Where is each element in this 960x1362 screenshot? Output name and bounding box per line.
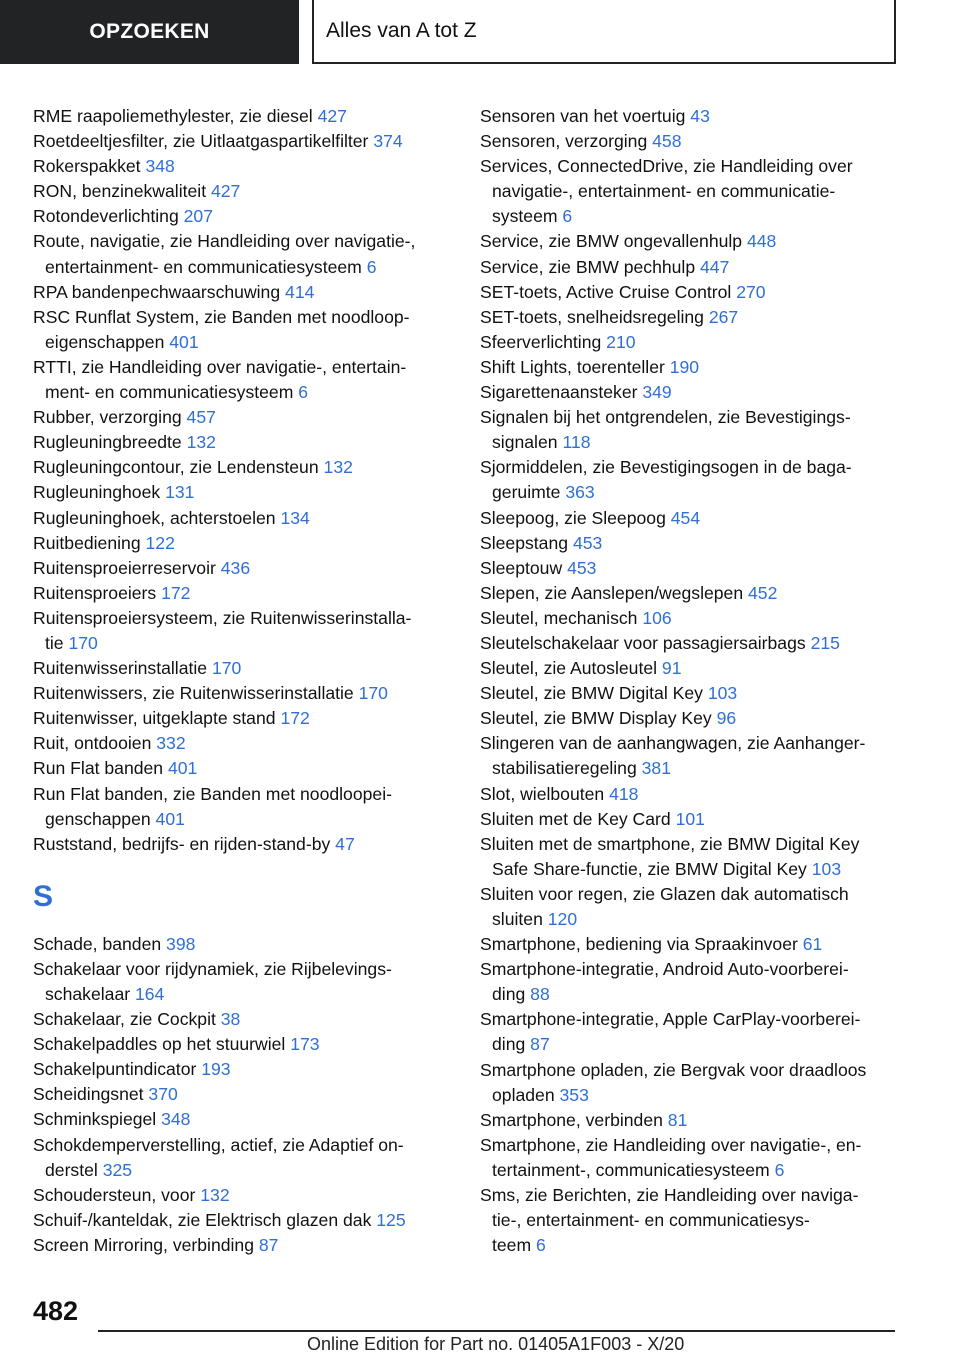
index-entry [33, 104, 453, 129]
index-entry-text: Sigarettenaansteker [480, 382, 643, 403]
index-entry-text: Smartphone, verbinden [480, 1109, 668, 1130]
index-entry [33, 204, 453, 229]
index-entry-text: stabilisatieregeling [492, 758, 642, 779]
page-reference-link[interactable]: 6 [298, 382, 309, 403]
index-entry-text: Rubber, verzorging [33, 407, 187, 428]
index-entry-text: entertainment- en communicatiesysteem [45, 256, 367, 277]
index-entry-text: ment- en communicatiesysteem [45, 382, 299, 403]
index-entry-text: Sluiten voor regen, zie Glazen dak automatisch [480, 883, 849, 904]
index-entry-text: Schakelaar voor rijdynamiek, zie Rijbelevings‐ [33, 958, 392, 979]
index-entry [33, 229, 453, 279]
index-entry-text: Safe Share-functie, zie BMW Digital Key [492, 858, 812, 879]
index-entry [33, 1032, 453, 1057]
page-reference-link[interactable]: 270 [736, 281, 766, 302]
footer-edition-text: Online Edition for Part no. 01405A1F003 - X/20 [307, 1334, 685, 1354]
index-entry [33, 606, 453, 656]
footer-divider [98, 1330, 895, 1332]
index-entry [33, 1133, 453, 1183]
page-reference-link[interactable]: 353 [559, 1084, 589, 1105]
page-reference-link[interactable]: 401 [167, 758, 198, 779]
page-reference-link[interactable]: 414 [285, 281, 315, 302]
page-reference-link[interactable]: 172 [280, 708, 310, 729]
index-entry-text: eigenschappen [45, 331, 170, 352]
index-entry-text: Rokerspakket [33, 156, 146, 177]
page-reference-link[interactable]: 267 [708, 306, 739, 327]
index-entry [480, 455, 920, 505]
page-reference-link[interactable]: 453 [572, 532, 603, 553]
index-entry-text: Scheidingsnet [33, 1084, 149, 1105]
page-reference-link[interactable]: 132 [200, 1184, 230, 1205]
index-entry-text: Rugleuninghoek, achterstoelen [33, 507, 281, 528]
page-reference-link[interactable]: 398 [166, 933, 196, 954]
index-entry-text: Schminkspiegel [33, 1109, 162, 1130]
page-reference-link[interactable]: 448 [746, 231, 777, 252]
index-entry-text: tertainment-, communicatiesysteem [492, 1159, 775, 1180]
index-entry [480, 405, 920, 455]
index-entry [33, 305, 453, 355]
index-entry-text: Roetdeeltjesfilter, zie Uitlaatgaspartikelfilter [33, 131, 374, 152]
page-reference-link[interactable]: 96 [716, 708, 737, 729]
index-entry [480, 380, 920, 405]
index-column-left [33, 104, 453, 1258]
page-reference-link[interactable]: 61 [802, 934, 823, 955]
page-reference-link[interactable]: 332 [156, 733, 186, 754]
index-entry [480, 1133, 920, 1183]
index-entry [33, 1057, 453, 1082]
page-reference-link[interactable]: 120 [547, 909, 578, 929]
page-reference-link[interactable]: 401 [169, 331, 199, 352]
page-reference-link[interactable]: 348 [145, 156, 175, 177]
index-entry-text: Sluiten met de smartphone, zie BMW Digital Key [480, 833, 860, 854]
page-reference-link[interactable]: 87 [530, 1034, 550, 1055]
index-entry-text: Route, navigatie, zie Handleiding over navigatie-, [33, 231, 416, 252]
page-reference-link[interactable]: 122 [145, 532, 175, 553]
page-reference-link[interactable]: 131 [165, 482, 195, 503]
index-entry-text: Services, ConnectedDrive, zie Handleiding over [480, 156, 853, 177]
index-entry-text: Ruit, ontdooien [33, 733, 157, 754]
index-entry [480, 681, 920, 706]
index-entry [33, 1007, 453, 1032]
index-entry-text: RPA bandenpechwaarschuwing [33, 281, 286, 302]
section-letter-heading: S [33, 879, 54, 913]
index-entry [33, 531, 453, 556]
page-reference-link[interactable]: 132 [186, 432, 216, 453]
index-entry-text: genschappen [45, 808, 156, 829]
index-entry [33, 681, 453, 706]
index-entry [480, 531, 920, 556]
page-reference-link[interactable]: 381 [641, 758, 671, 779]
page-reference-link[interactable]: 458 [652, 131, 682, 152]
index-list-s-continued [480, 104, 920, 1258]
index-entry [480, 1058, 920, 1108]
index-entry-text: Ruststand, bedrijfs- en rijden-stand-by [33, 833, 336, 854]
index-entry [33, 1183, 453, 1208]
index-entry-text: Rugleuningcontour, zie Lendensteun [33, 457, 324, 478]
index-entry [33, 556, 453, 581]
index-entry [480, 656, 920, 681]
index-entry [33, 656, 453, 681]
index-entry [480, 280, 920, 305]
index-entry [33, 506, 453, 531]
index-entry-text: schakelaar [45, 984, 135, 1004]
index-entry [480, 782, 920, 807]
page-reference-link[interactable]: 374 [373, 131, 403, 152]
index-entry-text: Schakelpaddles op het stuurwiel [33, 1034, 291, 1055]
index-entry-text: Run Flat banden [33, 758, 168, 779]
index-entry-text: Schade, banden [33, 933, 167, 954]
index-entry-text: Schuif-/kanteldak, zie Elektrisch glazen dak [33, 1209, 377, 1230]
index-entry [33, 355, 453, 405]
index-entry-text: teem [492, 1235, 537, 1256]
index-entry [480, 957, 920, 1007]
index-entry-text: navigatie-, entertainment- en communicatie‐ [492, 181, 836, 202]
index-entry-text: RTTI, zie Handleiding over navigatie-, entertain‐ [33, 356, 407, 377]
index-entry-text: Ruitbediening [33, 532, 146, 553]
index-entry-text: Smartphone, zie Handleiding over navigatie-, en‐ [480, 1134, 862, 1155]
index-entry-text: Sleutel, zie Autosleutel [480, 658, 662, 679]
page-reference-link[interactable]: 125 [376, 1209, 406, 1230]
index-entry-text: RME raapoliemethylester, zie diesel [33, 106, 318, 126]
page-reference-link[interactable]: 103 [707, 683, 738, 704]
index-entry-text: Slot, wielbouten [480, 783, 610, 804]
page-reference-link[interactable]: 215 [810, 632, 840, 653]
index-entry-text: SET-toets, snelheidsregeling [480, 306, 709, 327]
page-reference-link[interactable]: 427 [317, 106, 347, 126]
topic-tab: Alles van A tot Z [312, 0, 896, 64]
index-entry [33, 782, 453, 832]
page-reference-link[interactable]: 447 [700, 256, 730, 277]
index-entry-text: sluiten [492, 909, 548, 929]
index-entry-text: tie [45, 632, 69, 653]
index-entry-text: Run Flat banden, zie Banden met noodloopei‐ [33, 783, 392, 804]
page-reference-link[interactable]: 190 [669, 356, 700, 377]
index-entry-text: Sensoren, verzorging [480, 131, 653, 152]
index-entry-text: Schokdemperverstelling, actief, zie Adaptief on‐ [33, 1134, 404, 1155]
index-entry-text: Sleutel, mechanisch [480, 607, 643, 628]
index-entry [480, 606, 920, 631]
index-entry-text: Rugleuninghoek [33, 482, 166, 503]
index-entry [480, 1007, 920, 1057]
page-reference-link[interactable]: 348 [161, 1109, 191, 1130]
index-entry [480, 104, 920, 129]
page-reference-link[interactable]: 170 [358, 683, 388, 704]
page-reference-link[interactable]: 132 [323, 457, 353, 478]
index-entry-text: Sleepstang [480, 532, 573, 553]
index-entry-text: Sensoren van het voertuig [480, 106, 691, 126]
index-entry-text: systeem [492, 206, 563, 227]
index-entry-text: Screen Mirroring, verbinding [33, 1234, 259, 1255]
index-entry-text: geruimte [492, 482, 566, 503]
page-reference-link[interactable]: 207 [183, 206, 213, 227]
index-entry-text: Sleepoog, zie Sleepoog [480, 507, 671, 528]
index-entry-text: ding [492, 984, 531, 1005]
index-entry [33, 932, 453, 957]
index-entry-text: Ruitensproeiers [33, 582, 162, 603]
page-reference-link[interactable]: 210 [606, 331, 636, 352]
index-entry [480, 731, 920, 781]
page-reference-link[interactable]: 6 [562, 206, 573, 227]
index-entry-text: Signalen bij het ontgrendelen, zie Bevestigings‐ [480, 407, 851, 428]
index-entry [480, 255, 920, 280]
index-entry-text: opladen [492, 1084, 560, 1105]
page-reference-link[interactable]: 454 [670, 507, 701, 528]
index-entry-text: Schakelaar, zie Cockpit [33, 1009, 221, 1030]
page-reference-link[interactable]: 349 [642, 382, 672, 403]
index-entry [480, 330, 920, 355]
page-reference-link[interactable]: 453 [567, 557, 597, 578]
index-entry-text: Schakelpuntindicator [33, 1059, 202, 1080]
index-entry-text: derstel [45, 1159, 103, 1180]
index-entry-text: Smartphone-integratie, Apple CarPlay-voorberei‐ [480, 1009, 861, 1030]
index-entry [480, 154, 920, 229]
index-list-r [33, 104, 453, 857]
index-entry-text: Sfeerverlichting [480, 331, 607, 352]
index-entry [480, 882, 920, 932]
page-number: 482 [33, 1296, 79, 1326]
page-reference-link[interactable]: 370 [148, 1084, 178, 1105]
page-reference-link[interactable]: 87 [258, 1234, 279, 1255]
index-entry-text: Ruitensproeiersysteem, zie Ruitenwisserinstalla‐ [33, 607, 412, 628]
index-entry-text: Ruitensproeierreservoir [33, 557, 221, 578]
index-entry [480, 355, 920, 380]
index-entry-text: Slepen, zie Aanslepen/wegslepen [480, 582, 749, 603]
index-entry [33, 1233, 453, 1258]
page-reference-link[interactable]: 457 [186, 407, 216, 428]
index-entry-text: Rotondeverlichting [33, 206, 184, 227]
index-entry-text: Sleeptouw [480, 557, 568, 578]
index-entry [33, 1107, 453, 1132]
index-entry-text: Shift Lights, toerenteller [480, 356, 670, 377]
index-entry-text: signalen [492, 432, 563, 453]
page-reference-link[interactable]: 103 [811, 858, 842, 879]
page-reference-link[interactable]: 91 [661, 658, 682, 679]
page-reference-link[interactable]: 88 [530, 984, 550, 1005]
page-reference-link[interactable]: 43 [690, 106, 710, 126]
index-entry-text: ding [492, 1034, 531, 1055]
index-entry [480, 1183, 920, 1258]
index-entry [33, 480, 453, 505]
section-tab: OPZOEKEN [0, 0, 299, 64]
index-entry-text: Ruitenwissers, zie Ruitenwisserinstallatie [33, 683, 359, 704]
index-entry [480, 706, 920, 731]
index-entry [33, 129, 453, 154]
index-entry [33, 455, 453, 480]
page-reference-link[interactable]: 452 [748, 582, 778, 603]
index-entry-text: Smartphone-integratie, Android Auto-voorberei‐ [480, 959, 849, 980]
index-entry-text: Sleutel, zie BMW Digital Key [480, 683, 708, 704]
page-reference-link[interactable]: 170 [211, 658, 242, 679]
index-entry [33, 405, 453, 430]
index-entry [33, 731, 453, 756]
index-entry-text: RSC Runflat System, zie Banden met noodloop‐ [33, 306, 410, 327]
index-entry-text: Service, zie BMW pechhulp [480, 256, 701, 277]
index-entry [480, 932, 920, 957]
page-reference-link[interactable]: 173 [290, 1034, 320, 1055]
index-entry [33, 179, 453, 204]
index-entry-text: Service, zie BMW ongevallenhulp [480, 231, 747, 252]
index-entry [33, 1208, 453, 1233]
page-reference-link[interactable]: 427 [210, 181, 241, 202]
index-list-s [33, 932, 453, 1258]
page-reference-link[interactable]: 436 [220, 557, 251, 578]
page-reference-link[interactable]: 118 [562, 432, 591, 453]
index-entry [480, 506, 920, 531]
index-entry-text: Schoudersteun, voor [33, 1184, 201, 1205]
page-reference-link[interactable]: 134 [280, 507, 310, 528]
index-entry [33, 154, 453, 179]
index-entry [33, 756, 453, 781]
page-reference-link[interactable]: 418 [609, 783, 639, 804]
index-entry-text: Sluiten met de Key Card [480, 808, 676, 829]
index-entry [480, 229, 920, 254]
index-entry-text: Sleutel, zie BMW Display Key [480, 708, 717, 729]
page-reference-link[interactable]: 6 [366, 256, 377, 277]
page-reference-link[interactable]: 101 [675, 808, 705, 829]
page-reference-link[interactable]: 106 [642, 607, 672, 628]
page-reference-link[interactable]: 6 [774, 1159, 785, 1180]
index-column-right [480, 104, 920, 1258]
page-reference-link[interactable]: 81 [667, 1109, 688, 1130]
page-reference-link[interactable]: 6 [536, 1235, 546, 1256]
index-entry [33, 430, 453, 455]
index-entry [480, 129, 920, 154]
index-entry-text: Ruitenwisser, uitgeklapte stand [33, 708, 281, 729]
index-entry [480, 807, 920, 832]
page-reference-link[interactable]: 363 [565, 482, 595, 503]
index-entry-text: tie-, entertainment- en communicatiesys‐ [492, 1210, 810, 1231]
index-entry [480, 832, 920, 882]
index-entry [33, 280, 453, 305]
index-entry-text: Sms, zie Berichten, zie Handleiding over naviga‐ [480, 1185, 859, 1206]
index-entry-text: Rugleuningbreedte [33, 432, 187, 453]
index-entry-text: Slingeren van de aanhangwagen, zie Aanhanger‐ [480, 733, 866, 754]
index-entry [33, 1082, 453, 1107]
index-entry [480, 305, 920, 330]
index-entry-text: Sjormiddelen, zie Bevestigingsogen in de baga‐ [480, 457, 852, 478]
page-reference-link[interactable]: 325 [102, 1159, 133, 1180]
index-entry-text: Ruitenwisserinstallatie [33, 658, 212, 679]
index-entry-text: Sleutelschakelaar voor passagiersairbags [480, 632, 811, 653]
page-reference-link[interactable]: 164 [134, 984, 165, 1004]
index-entry [33, 706, 453, 731]
index-entry-text: Smartphone, bediening via Spraakinvoer [480, 934, 803, 955]
page-reference-link[interactable]: 401 [155, 808, 185, 829]
page-reference-link[interactable]: 47 [335, 833, 355, 854]
page-reference-link[interactable]: 170 [68, 632, 98, 653]
index-entry [480, 556, 920, 581]
index-entry-text: Smartphone opladen, zie Bergvak voor draadloos [480, 1059, 867, 1080]
index-entry-text: SET-toets, Active Cruise Control [480, 281, 737, 302]
index-entry [33, 832, 453, 857]
page-reference-link[interactable]: 172 [161, 582, 191, 603]
index-entry [480, 581, 920, 606]
index-entry [33, 581, 453, 606]
index-entry [33, 957, 453, 1007]
index-entry [480, 631, 920, 656]
index-entry [480, 1108, 920, 1133]
page-reference-link[interactable]: 38 [220, 1009, 241, 1030]
index-entry-text: RON, benzinekwaliteit [33, 181, 211, 202]
page-reference-link[interactable]: 193 [201, 1059, 231, 1080]
